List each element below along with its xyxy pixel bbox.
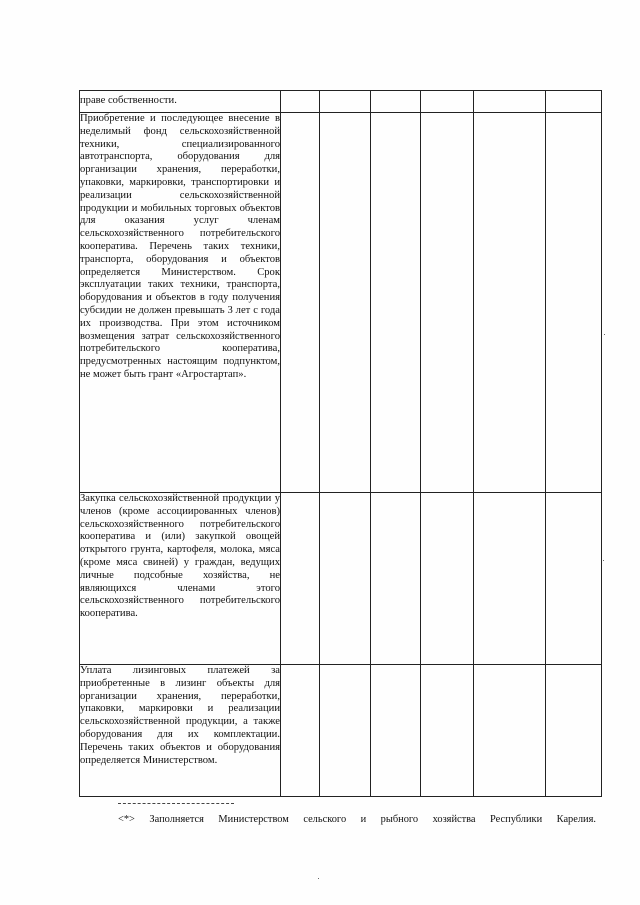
- value-cell: [320, 91, 371, 113]
- value-cell: [474, 91, 546, 113]
- value-cell: [371, 665, 421, 797]
- value-cell: [421, 493, 474, 665]
- table-row: [80, 113, 602, 493]
- form-table: [79, 90, 602, 797]
- footnote-marker: <*>: [118, 814, 135, 825]
- value-cell: [281, 665, 320, 797]
- row-description-text: Приобретение и последующее внесение в неделимый фонд сельскохозяйственной техники, специализированного автотранспорта, оборудования для организации хранения, переработки, упаковки, маркировки, транспортировки и реализации сельскохозяйственной продукции и мобильных торговых объектов для оказания услуг членам сельскохозяйственного потребительского кооператива. Перечень таких техники, транспорта, оборудования и объектов определяется Министерством. Срок эксплуатации таких техники, транспорта, оборудования и объектов в году получения субсидии не должен превышать 3 лет с года их производства. При этом источником возмещения затрат сельскохозяйственного потребительского кооператива, предусмотренных настоящим подпунктом, не может быть грант «Агростартап».: [80, 113, 280, 380]
- value-cell: [371, 113, 421, 493]
- value-cell: [546, 665, 602, 797]
- row-description-text: Уплата лизинговых платежей за приобретенные в лизинг объекты для организации хранения, переработки, упаковки, маркировки и реализации сельскохозяйственной продукции, а также оборудования для их комплектации. Перечень таких объектов и оборудования определяется Министерством.: [80, 665, 280, 766]
- table-row: [80, 665, 602, 797]
- value-cell: [421, 91, 474, 113]
- value-cell: [421, 113, 474, 493]
- value-cell: [320, 113, 371, 493]
- value-cell: [320, 493, 371, 665]
- value-cell: [546, 493, 602, 665]
- row-description-cell: [80, 493, 281, 665]
- value-cell: [320, 665, 371, 797]
- value-cell: [474, 113, 546, 493]
- row-description-cell: [80, 665, 281, 797]
- footnote-separator: [118, 803, 234, 804]
- footnote: [118, 813, 596, 826]
- row-description-cell: [80, 113, 281, 493]
- row-description-text: Закупка сельскохозяйственной продукции у членов (кроме ассоциированных членов) сельскохозяйственного потребительского кооператива и (или) закупкой овощей открытого грунта, картофеля, молока, мяса (кроме мяса свиней) у граждан, ведущих личные подсобные хозяйства, не являющихся членами этого сельскохозяйственного потребительского кооператива.: [80, 493, 280, 620]
- value-cell: [281, 113, 320, 493]
- value-cell: [281, 91, 320, 113]
- value-cell: [474, 493, 546, 665]
- value-cell: [546, 113, 602, 493]
- value-cell: [546, 91, 602, 113]
- value-cell: [281, 493, 320, 665]
- scan-speck: [603, 560, 604, 561]
- value-cell: [421, 665, 474, 797]
- row-description-text: праве собственности.: [80, 95, 177, 107]
- table-row: [80, 91, 602, 113]
- table-row: [80, 493, 602, 665]
- scan-speck: [604, 334, 605, 335]
- value-cell: [474, 665, 546, 797]
- value-cell: [371, 91, 421, 113]
- value-cell: [371, 493, 421, 665]
- footnote-text: Заполняется Министерством сельского и рыбного хозяйства Республики Карелия.: [149, 814, 596, 825]
- scan-speck: [318, 878, 319, 879]
- row-description-cell: [80, 91, 281, 113]
